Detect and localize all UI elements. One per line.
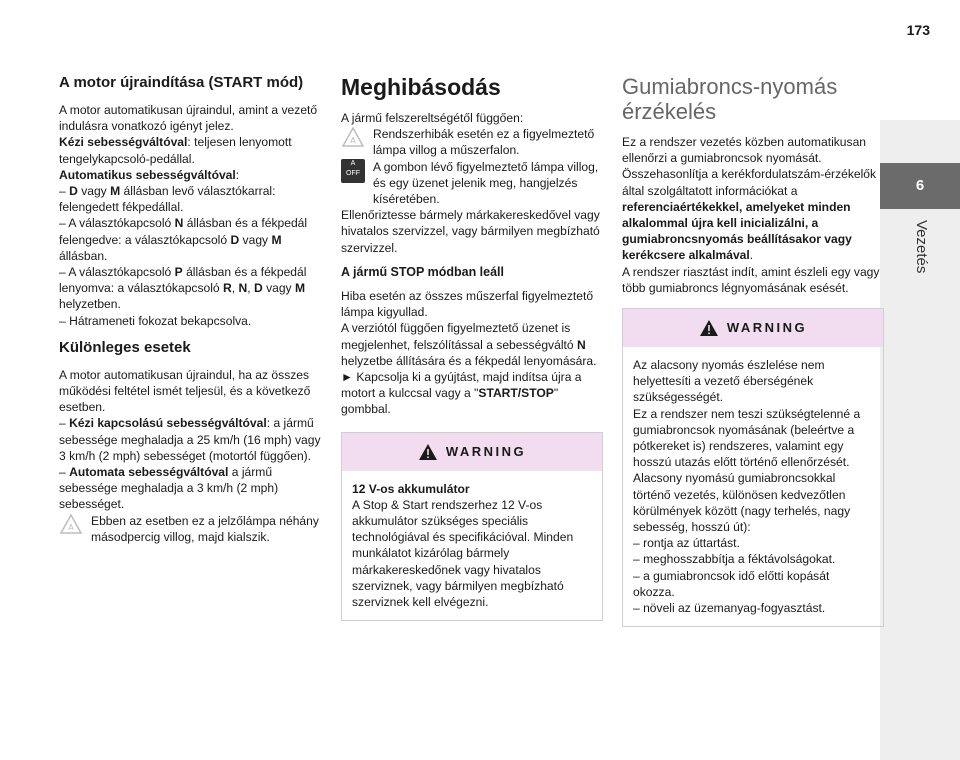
stop-mode-text-1: Hiba esetén az összes műszerfal figyelmeztető lámpa kigyullad.	[341, 289, 594, 320]
fault-intro: A jármű felszereltségétől függően:	[341, 111, 524, 125]
warning-title: WARNING	[726, 319, 808, 335]
heading-stop-mode: A jármű STOP módban leáll	[341, 264, 505, 279]
chapter-label: Vezetés	[913, 220, 930, 274]
special-list-item: – Kézi kapcsolású sebességváltóval: a jármű sebessége meghaladja a 25 km/h (16 mph) vagy 3 km/h (2 mph) sebességet (motortól függően).	[59, 416, 321, 463]
fault-lamp-text: Rendszerhibák esetén ez a figyelmeztető lámpa villog a műszerfalon.	[373, 127, 595, 158]
warning-tpms-list-item: – a gumiabroncsok idő előtti kopását okozza.	[633, 568, 830, 599]
warning-box-battery	[341, 432, 603, 622]
warning-header	[342, 433, 602, 471]
heading-special-cases: Különleges esetek	[59, 338, 191, 356]
warning-battery-text: A Stop & Start rendszerhez 12 V-os akkumulátor szükséges speciális technológiával és specifikációval. Minden munkálatot kizárólag bármely márkakereskedőnek vagy hivatalos szerviznek, vagy bármilyen megbízható szerviznek kell elvégezni.	[352, 497, 574, 610]
page-number: 173	[906, 22, 930, 38]
special-list-item: – Automata sebességváltóval a jármű sebessége meghaladja a 3 km/h (2 mph) sebességet.	[59, 465, 279, 512]
warning-battery-heading: 12 V-os akkumulátor	[352, 481, 470, 496]
fault-lamp-row	[341, 126, 603, 158]
restart-list-item: – Hátrameneti fokozat bekapcsolva.	[59, 313, 252, 328]
warning-title: WARNING	[445, 443, 527, 459]
special-intro: A motor automatikusan újraindul, ha az összes működési feltétel ismét teljesül, és a következő esetben.	[59, 367, 311, 415]
svg-text:A: A	[68, 522, 74, 532]
auto-start-lamp-icon	[59, 513, 83, 535]
warning-tpms-list-item: – rontja az úttartást.	[633, 536, 740, 551]
warning-tpms-text: Az alacsony nyomás észlelése nem helyettesíti a vezető éberségének szükségességét.	[633, 358, 825, 405]
restart-list-item: – D vagy M állásban levő választókarral: felengedett fékpedállal.	[59, 184, 276, 215]
warning-box-tpms	[622, 308, 884, 627]
tpms-compare: Összehasonlítja a kerékfordulatszám-érzékelők által szolgáltatott információkat a referenciaértékekkel, amelyeket minden alkalommal újra kell inicializálni, a gumiabroncsnyomás beállításakor vagy kerékcsere alkalmával.	[622, 167, 877, 263]
warning-triangle-icon	[699, 319, 719, 337]
warning-tpms-text: Ez a rendszer nem teszi szükségtelenné a gumiabroncsok nyomásának (beleértve a pótkereket is) rendszeres, valamint egy hosszú utazás előtt történő ellenőrzését.	[633, 406, 861, 470]
restart-list-item: – A választókapcsoló N állásban és a fékpedál felengedve: a választókapcsoló D vagy M állásban.	[59, 216, 308, 263]
warning-tpms-list-item: – meghosszabbítja a féktávolságokat.	[633, 552, 836, 567]
fault-button-row	[341, 159, 603, 208]
svg-text:A: A	[350, 136, 356, 146]
heading-restart: A motor újraindítása (START mód)	[59, 74, 304, 91]
column-fault	[341, 74, 603, 621]
auto-gearbox-line: Automatikus sebességváltóval:	[59, 167, 240, 182]
stop-start-warning-lamp-icon	[341, 126, 365, 148]
lamp-note-text: Ebben az esetben ez a jelzőlámpa néhány másodpercig villog, majd kialszik.	[91, 513, 319, 544]
tpms-intro: Ez a rendszer vezetés közben automatikusan ellenőrzi a gumiabroncsok nyomását.	[622, 135, 867, 166]
stop-mode-instruction: ► Kapcsolja ki a gyújtást, majd indítsa újra a motort a kulccsal vagy a "START/STOP" gombbal.	[341, 370, 582, 417]
stop-start-off-button-icon: A OFF	[341, 159, 365, 183]
manual-gearbox-line: Kézi sebességváltóval: teljesen lenyomott tengelykapcsoló-pedállal.	[59, 135, 292, 166]
warning-header	[623, 309, 883, 347]
heading-fault: Meghibásodás	[341, 74, 501, 100]
heading-tpms: Gumiabroncs-nyomás érzékelés	[622, 74, 838, 124]
restart-list-item: – A választókapcsoló P állásban és a fékpedál lenyomva: a választókapcsoló R, N, D vagy M helyzetben.	[59, 265, 307, 312]
tpms-alert: A rendszer riasztást indít, amint észleli egy vagy több gumiabroncs légnyomásának esését.	[622, 264, 880, 295]
chapter-number: 6	[880, 163, 960, 209]
lamp-note	[59, 513, 321, 545]
column-tpms	[622, 74, 884, 627]
restart-intro: A motor automatikusan újraindul, amint a vezető indulásra vonatkozó igényt jelez.	[59, 103, 318, 134]
warning-tpms-text: Alacsony nyomású gumiabroncsokkal történő vezetés, különösen kedvezőtlen körülmények között (nagy terhelés, nagy sebesség, hosszú út):	[633, 471, 851, 535]
column-restart	[59, 74, 321, 545]
warning-tpms-list-item: – növeli az üzemanyag-fogyasztást.	[633, 601, 826, 616]
chapter-side-tab	[880, 120, 960, 760]
fault-service-text: Ellenőriztesse bármely márkakereskedővel vagy hivatalos szervizzel, vagy bármilyen megbízható szervizzel.	[341, 208, 600, 255]
stop-mode-text-2: A verziótól függően figyelmeztető üzenet is megjelenhet, felszólítással a sebességváltó N helyzetbe állítására és a fékpedál lenyomására.	[341, 321, 597, 368]
warning-triangle-icon	[418, 443, 438, 461]
fault-button-text: A gombon lévő figyelmeztető lámpa villog, és egy üzenet jelenik meg, hangjelzés kíséretében.	[373, 159, 599, 207]
